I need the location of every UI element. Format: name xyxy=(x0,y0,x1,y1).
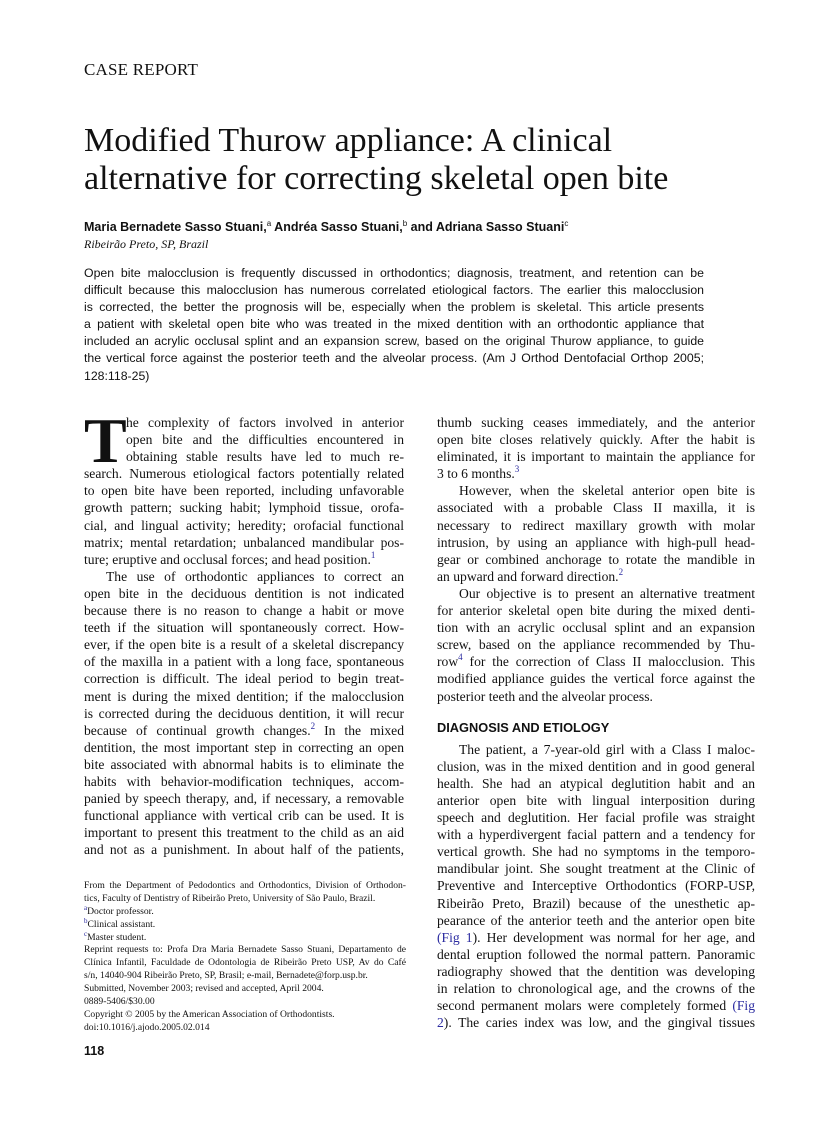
text-segment: is corrected during the deciduous dentition, it will recur xyxy=(84,705,404,721)
text-line xyxy=(437,534,755,551)
text-segment: the vertical force against the posterior teeth and the alveolar process. (Am J Orthod Dentofacial Orthop 2005; xyxy=(84,351,704,366)
text-line xyxy=(437,997,755,1014)
reference-superscript[interactable]: c xyxy=(84,929,88,938)
author-affiliation-mark: b xyxy=(402,219,408,228)
title-line: Modified Thurow appliance: A clinical xyxy=(84,122,613,159)
text-segment: thumb sucking ceases immediately, and the anterior xyxy=(437,415,755,430)
text-line xyxy=(84,585,404,602)
text-segment: habits with behavior-modification techniques, accom- xyxy=(84,773,404,789)
text-segment: necessary to redirect maxillary growth with molar xyxy=(437,517,755,533)
author-location: Ribeirão Preto, SP, Brazil xyxy=(84,237,209,251)
text-segment: In the mixed xyxy=(315,722,405,738)
text-line xyxy=(84,619,404,636)
text-line xyxy=(437,551,755,568)
author-name: and Adriana Sasso Stuani xyxy=(407,220,565,235)
text-line xyxy=(84,996,406,1009)
text-line xyxy=(437,602,755,619)
text-segment: pearance of the anterior teeth and the anterior open bite xyxy=(437,912,755,928)
text-line xyxy=(84,824,404,841)
text-line xyxy=(84,517,404,534)
author-name: Maria Bernadete Sasso Stuani, xyxy=(84,220,267,235)
text-line xyxy=(84,534,404,551)
text-line xyxy=(84,670,404,687)
reference-superscript[interactable]: 2 xyxy=(310,720,316,731)
text-segment: cial, and lingual activity; heredity; orofacial functional xyxy=(84,517,404,533)
text-line xyxy=(437,912,755,929)
text-segment: dentition, the most important step in correcting an open xyxy=(84,739,404,755)
text-line xyxy=(437,636,755,653)
text-segment: open bite and the difficulties encountered in xyxy=(126,432,404,448)
body-column-right xyxy=(437,414,755,1031)
text-line xyxy=(84,448,404,465)
text-segment: Ribeirão Preto, Brazil) because of the unesthetic ap- xyxy=(437,895,755,911)
author-affiliation-mark: c xyxy=(564,219,569,228)
text-line xyxy=(84,636,404,653)
paragraph xyxy=(84,405,404,568)
text-line xyxy=(437,980,755,997)
text-segment: modified appliance guides the vertical force against the xyxy=(437,671,755,687)
figure-link[interactable]: (Fig 1 xyxy=(437,929,473,945)
page-number: 118 xyxy=(84,1044,105,1058)
text-line xyxy=(84,653,404,670)
text-line xyxy=(437,826,755,843)
text-segment: to open bite have been reported, including unfavorable xyxy=(84,483,404,499)
text-segment: ture; eruptive and occlusal forces; and head position. xyxy=(84,551,371,567)
text-line xyxy=(437,741,755,758)
text-line xyxy=(84,299,704,316)
text-segment: an upward and forward direction. xyxy=(437,568,619,584)
text-line xyxy=(437,431,755,448)
text-segment: difficult because this malocclusion has numerous correlated etiological factors. The earlier this malocclusion xyxy=(84,283,704,298)
text-segment: Doctor professor. xyxy=(87,905,154,917)
text-segment: bite associated with abnormal habits is to eliminate the xyxy=(84,756,404,772)
text-segment: mandibular joint. She sought treatment at the Clinic of xyxy=(437,861,755,877)
text-line xyxy=(84,893,406,906)
text-segment: radiography showed that the dentition was developing xyxy=(437,963,755,979)
text-line xyxy=(437,929,755,946)
text-segment: Reprint requests to: Profa Dra Maria Bernadete Sasso Stuani, Departamento de xyxy=(84,944,406,956)
text-line xyxy=(84,551,404,568)
text-line xyxy=(437,775,755,792)
author-list xyxy=(84,219,568,234)
text-segment: tion with an acrylic occlusal splint and an expansion xyxy=(437,620,755,636)
reference-superscript[interactable]: 1 xyxy=(370,549,376,560)
text-segment: and not as a punishment. In about half of the patients, xyxy=(84,842,404,858)
text-segment: included an acrylic occlusal splint and an expansion screw, based on the original Thurow appliance, to guide xyxy=(84,334,704,349)
text-line xyxy=(84,773,404,790)
text-line xyxy=(84,722,404,739)
figure-link[interactable]: (Fig xyxy=(732,998,755,1014)
text-line xyxy=(84,1022,406,1035)
reference-superscript[interactable]: 3 xyxy=(514,464,520,475)
text-segment: From the Department of Pedodontics and Orthodontics, Division of Orthodon- xyxy=(84,880,406,891)
text-segment: associated with a probable Class II maxilla, it is xyxy=(437,500,755,516)
text-segment: Our objective is to present an alternative treatment xyxy=(459,585,755,601)
text-line xyxy=(437,946,755,963)
text-line xyxy=(437,585,755,602)
text-line xyxy=(84,333,704,350)
paragraph xyxy=(437,585,755,705)
paragraph xyxy=(437,482,755,585)
text-line xyxy=(84,841,404,858)
paragraph xyxy=(437,414,755,482)
text-line xyxy=(437,792,755,809)
text-segment: Preventive and Interceptive Orthodontics (FORP-USP, xyxy=(437,878,755,894)
text-segment: screw, based on the appliance recommended by Thu- xyxy=(437,637,755,653)
text-segment: gear or combined anchorage to rotate the mandible in xyxy=(437,551,755,567)
text-segment: 0889-5406/$30.00 xyxy=(84,996,155,1008)
paragraph xyxy=(84,568,404,859)
text-segment: Copyright © 2005 by the American Association of Orthodontists. xyxy=(84,1008,335,1020)
reference-superscript[interactable]: a xyxy=(84,903,88,912)
text-line xyxy=(437,688,755,705)
text-line xyxy=(84,350,704,367)
reference-superscript[interactable]: b xyxy=(84,916,88,925)
text-line xyxy=(84,790,404,807)
text-line xyxy=(437,568,755,585)
text-line xyxy=(84,739,404,756)
text-segment: is corrected, the better the prognosis will be, especially when the problem is skeletal. This article presents xyxy=(84,300,704,315)
text-segment: obtaining stable results have led to much re- xyxy=(126,449,404,465)
text-line xyxy=(84,903,406,919)
text-line xyxy=(437,414,755,431)
text-segment: matrix; mental retardation; unbalanced mandibular pos- xyxy=(84,534,404,550)
text-segment: s/n, 14040-904 Ribeirão Preto, SP, Brasil; e-mail, Bernadete@forp.usp.br. xyxy=(84,970,368,982)
text-segment: second permanent molars were completely formed xyxy=(437,998,733,1014)
text-segment: of the maxilla in a patient with a long face, spontaneous xyxy=(84,654,404,670)
text-line xyxy=(84,929,406,945)
text-segment: because there is no reason to change a habit or move xyxy=(84,603,404,619)
text-segment: 3 to 6 months. xyxy=(437,466,515,482)
text-segment: because of continual growth changes. xyxy=(84,722,311,738)
text-line xyxy=(84,316,704,333)
section-heading: DIAGNOSIS AND ETIOLOGY xyxy=(437,719,610,735)
text-segment: The use of orthodontic appliances to correct an xyxy=(106,568,404,584)
text-segment: ment is during the mixed dentition; if the malocclusion xyxy=(84,688,404,704)
text-segment: he complexity of factors involved in anterior xyxy=(126,415,404,430)
text-segment: search. Numerous etiological factors potentially related xyxy=(84,466,404,482)
text-segment: for anterior skeletal open bite during the mixed denti- xyxy=(437,603,755,619)
text-line xyxy=(84,482,404,499)
text-line xyxy=(437,895,755,912)
figure-link[interactable]: 2 xyxy=(437,1015,444,1031)
text-segment: in relation to chronological age, and the crowns of the xyxy=(437,981,755,996)
text-segment: speech and deglutition. Her facial profile was straight xyxy=(437,810,755,826)
article-title xyxy=(84,122,784,198)
text-line xyxy=(84,282,704,299)
text-segment: open bite closes relatively quickly. After the habit is xyxy=(437,432,755,448)
text-segment: open bite in the deciduous dentition is not indicated xyxy=(84,585,404,601)
text-line xyxy=(84,465,404,482)
text-line xyxy=(84,368,704,385)
drop-cap: T xyxy=(84,405,127,476)
text-line xyxy=(437,963,755,980)
text-line xyxy=(84,970,406,983)
text-segment: eliminated, it is important to maintain the appliance for xyxy=(437,449,755,465)
text-segment: dental eruption followed the normal pattern. Panoramic xyxy=(437,946,755,962)
text-line xyxy=(84,499,404,516)
text-segment: Master student. xyxy=(87,931,147,943)
text-segment: doi:10.1016/j.ajodo.2005.02.014 xyxy=(84,1021,210,1033)
text-line xyxy=(437,653,755,670)
text-segment: Clinical assistant. xyxy=(87,918,156,930)
text-segment: Submitted, November 2003; revised and accepted, April 2004. xyxy=(84,983,324,995)
text-segment: ). Her development was normal for her age, and xyxy=(472,929,755,945)
body-column-left xyxy=(84,405,405,858)
text-segment: ). The caries index was low, and the gingival tissues xyxy=(443,1015,755,1031)
text-line xyxy=(84,916,406,932)
text-segment: vertical growth. She had no symptoms in the temporo- xyxy=(437,844,755,860)
text-line xyxy=(84,756,404,773)
text-line xyxy=(84,957,406,970)
text-segment: correction is difficult. The ideal period to begin treat- xyxy=(84,671,404,687)
text-segment: with a hyperdivergent facial pattern and a tendency for xyxy=(437,827,755,843)
text-line xyxy=(437,499,755,516)
text-segment: 128:118-25) xyxy=(84,368,150,383)
text-segment: for the correction of Class II malocclusion. This xyxy=(462,654,755,670)
text-segment: growth pattern; sucking habit; lymphoid tissue, orofa- xyxy=(84,500,404,516)
text-line xyxy=(437,448,755,465)
text-segment: Open bite malocclusion is frequently discussed in orthodontics; diagnosis, treatment, and retention can be xyxy=(84,266,704,280)
text-segment: Clínica Infantil, Faculdade de Odontologia de Ribeirão Preto USP, Av do Café xyxy=(84,957,406,969)
text-line xyxy=(84,688,404,705)
text-segment: a patient with skeletal open bite who was treated in the mixed dentition with an orthodontic appliance that xyxy=(84,317,704,332)
text-segment: However, when the skeletal anterior open bite is xyxy=(459,483,755,499)
text-segment: health. She had an atypical deglutition habit and an xyxy=(437,775,755,791)
abstract xyxy=(84,265,704,385)
text-segment: tics, Faculty of Dentistry of Ribeirão Preto, University of São Paulo, Brazil. xyxy=(84,892,376,904)
author-name: Andréa Sasso Stuani, xyxy=(271,220,403,235)
text-line xyxy=(437,1014,755,1031)
text-segment: ever, if the open bite is a result of a skeletal discrepancy xyxy=(84,637,404,653)
text-line xyxy=(84,983,406,996)
text-segment: posterior teeth and the alveolar process. xyxy=(437,688,653,704)
text-segment: row xyxy=(437,654,459,670)
text-line xyxy=(437,670,755,687)
text-segment: The patient, a 7-year-old girl with a Class I maloc- xyxy=(459,741,755,757)
text-line xyxy=(84,705,404,722)
text-line xyxy=(84,568,404,585)
text-segment: important to present this treatment to the child as an aid xyxy=(84,825,404,841)
text-segment: clusion, was in the mixed dentition and in good general xyxy=(437,758,755,774)
text-line xyxy=(84,944,406,957)
text-line xyxy=(84,807,404,824)
text-line xyxy=(437,482,755,499)
text-line xyxy=(437,860,755,877)
text-line xyxy=(84,880,406,893)
text-line xyxy=(437,517,755,534)
paragraph xyxy=(437,741,755,1032)
author-affiliation-mark: a xyxy=(266,219,272,228)
text-line xyxy=(437,809,755,826)
footnotes xyxy=(84,880,406,1035)
text-line xyxy=(84,602,404,619)
text-line xyxy=(84,414,404,431)
text-segment: teeth if the situation will spontaneously correct. How- xyxy=(84,620,404,636)
section-label: CASE REPORT xyxy=(84,60,199,79)
text-line xyxy=(84,1009,406,1022)
text-line xyxy=(437,619,755,636)
text-segment: functional appliance with vertical crib can be used. It is xyxy=(84,808,404,824)
text-segment: panied by speech therapy, and, if necessary, a removable xyxy=(84,791,404,807)
text-line xyxy=(437,843,755,860)
text-line xyxy=(437,758,755,775)
text-line xyxy=(84,265,704,282)
text-line xyxy=(437,877,755,894)
text-line xyxy=(437,465,755,482)
reference-superscript[interactable]: 4 xyxy=(458,652,463,663)
text-line xyxy=(84,431,404,448)
text-segment: intrusion, by using an appliance with high-pull head- xyxy=(437,534,755,550)
reference-superscript[interactable]: 2 xyxy=(618,566,624,577)
title-line: alternative for correcting skeletal open bite xyxy=(84,160,669,197)
text-segment: anterior open bite with lingual interposition during xyxy=(437,792,755,808)
